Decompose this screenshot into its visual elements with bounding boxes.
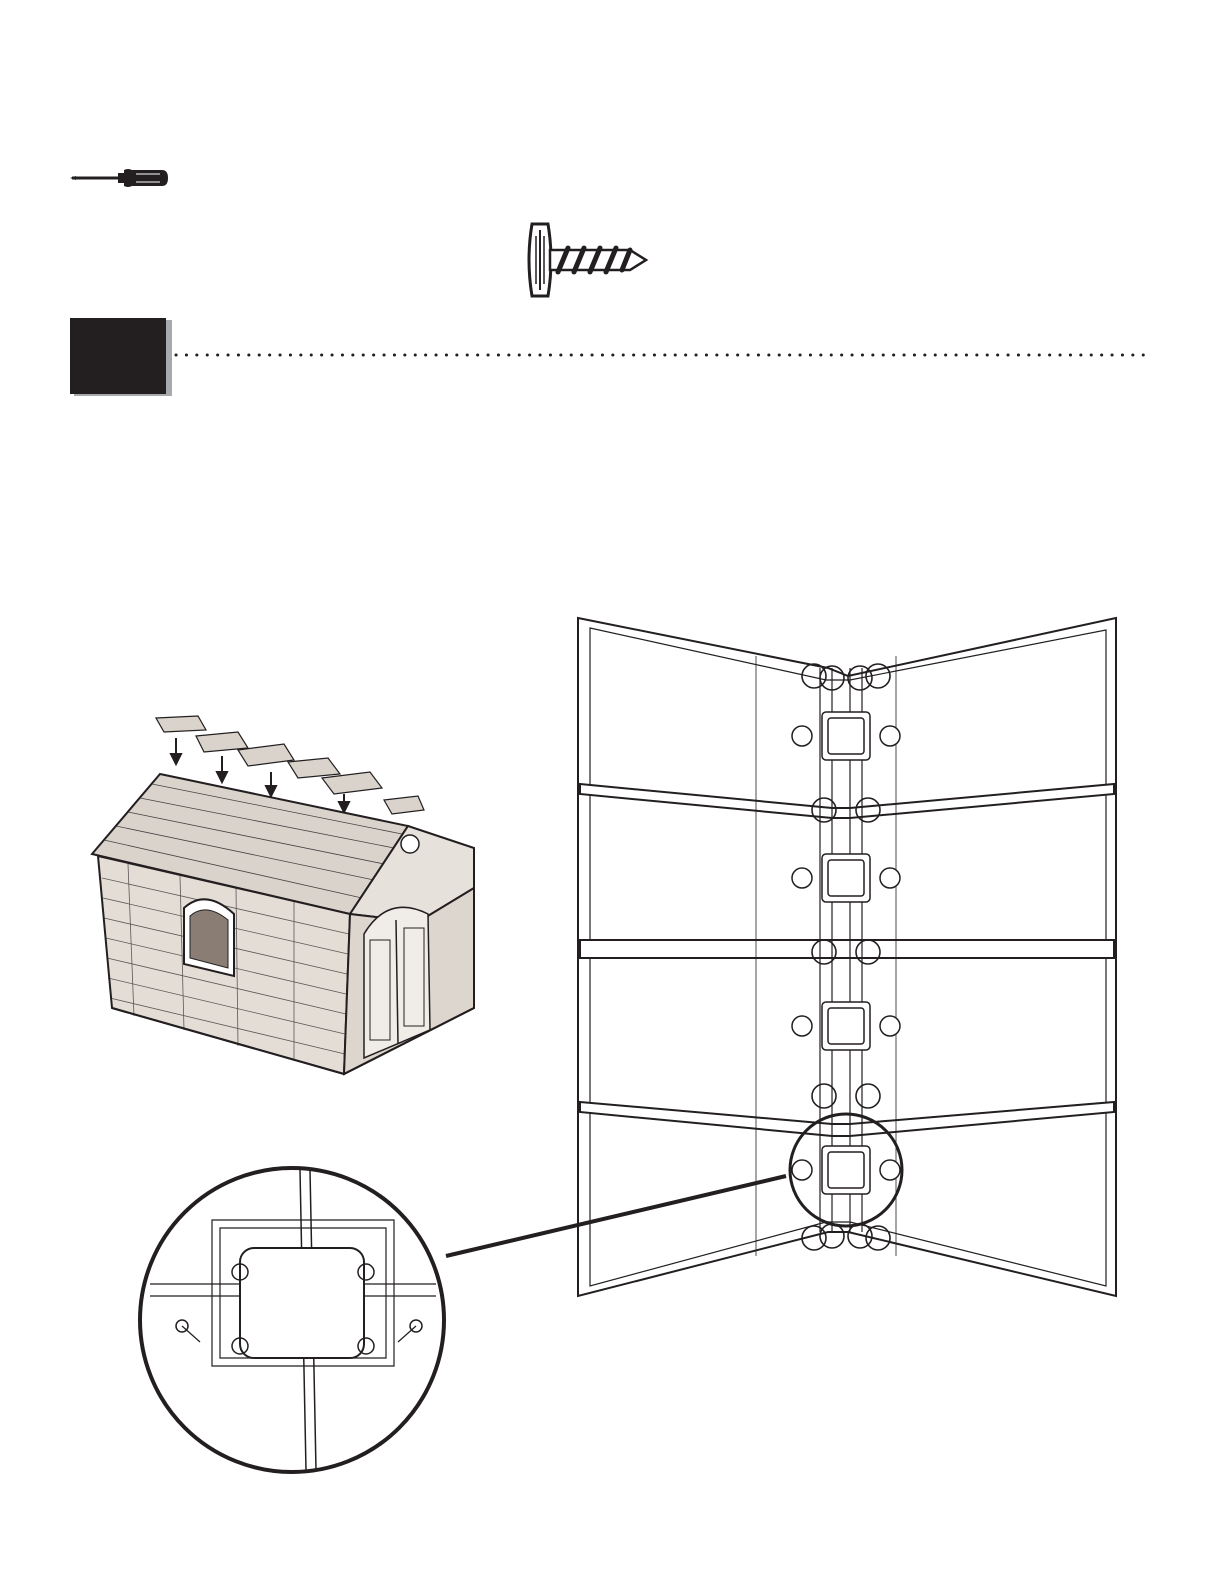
step-dotted-divider (172, 350, 1148, 360)
shed-overview-illustration (88, 708, 480, 1118)
step-number-badge (70, 318, 174, 396)
screwdriver-icon (68, 160, 172, 196)
bracket-detail-callout (140, 1156, 920, 1486)
pan-head-screw-icon (522, 216, 652, 304)
